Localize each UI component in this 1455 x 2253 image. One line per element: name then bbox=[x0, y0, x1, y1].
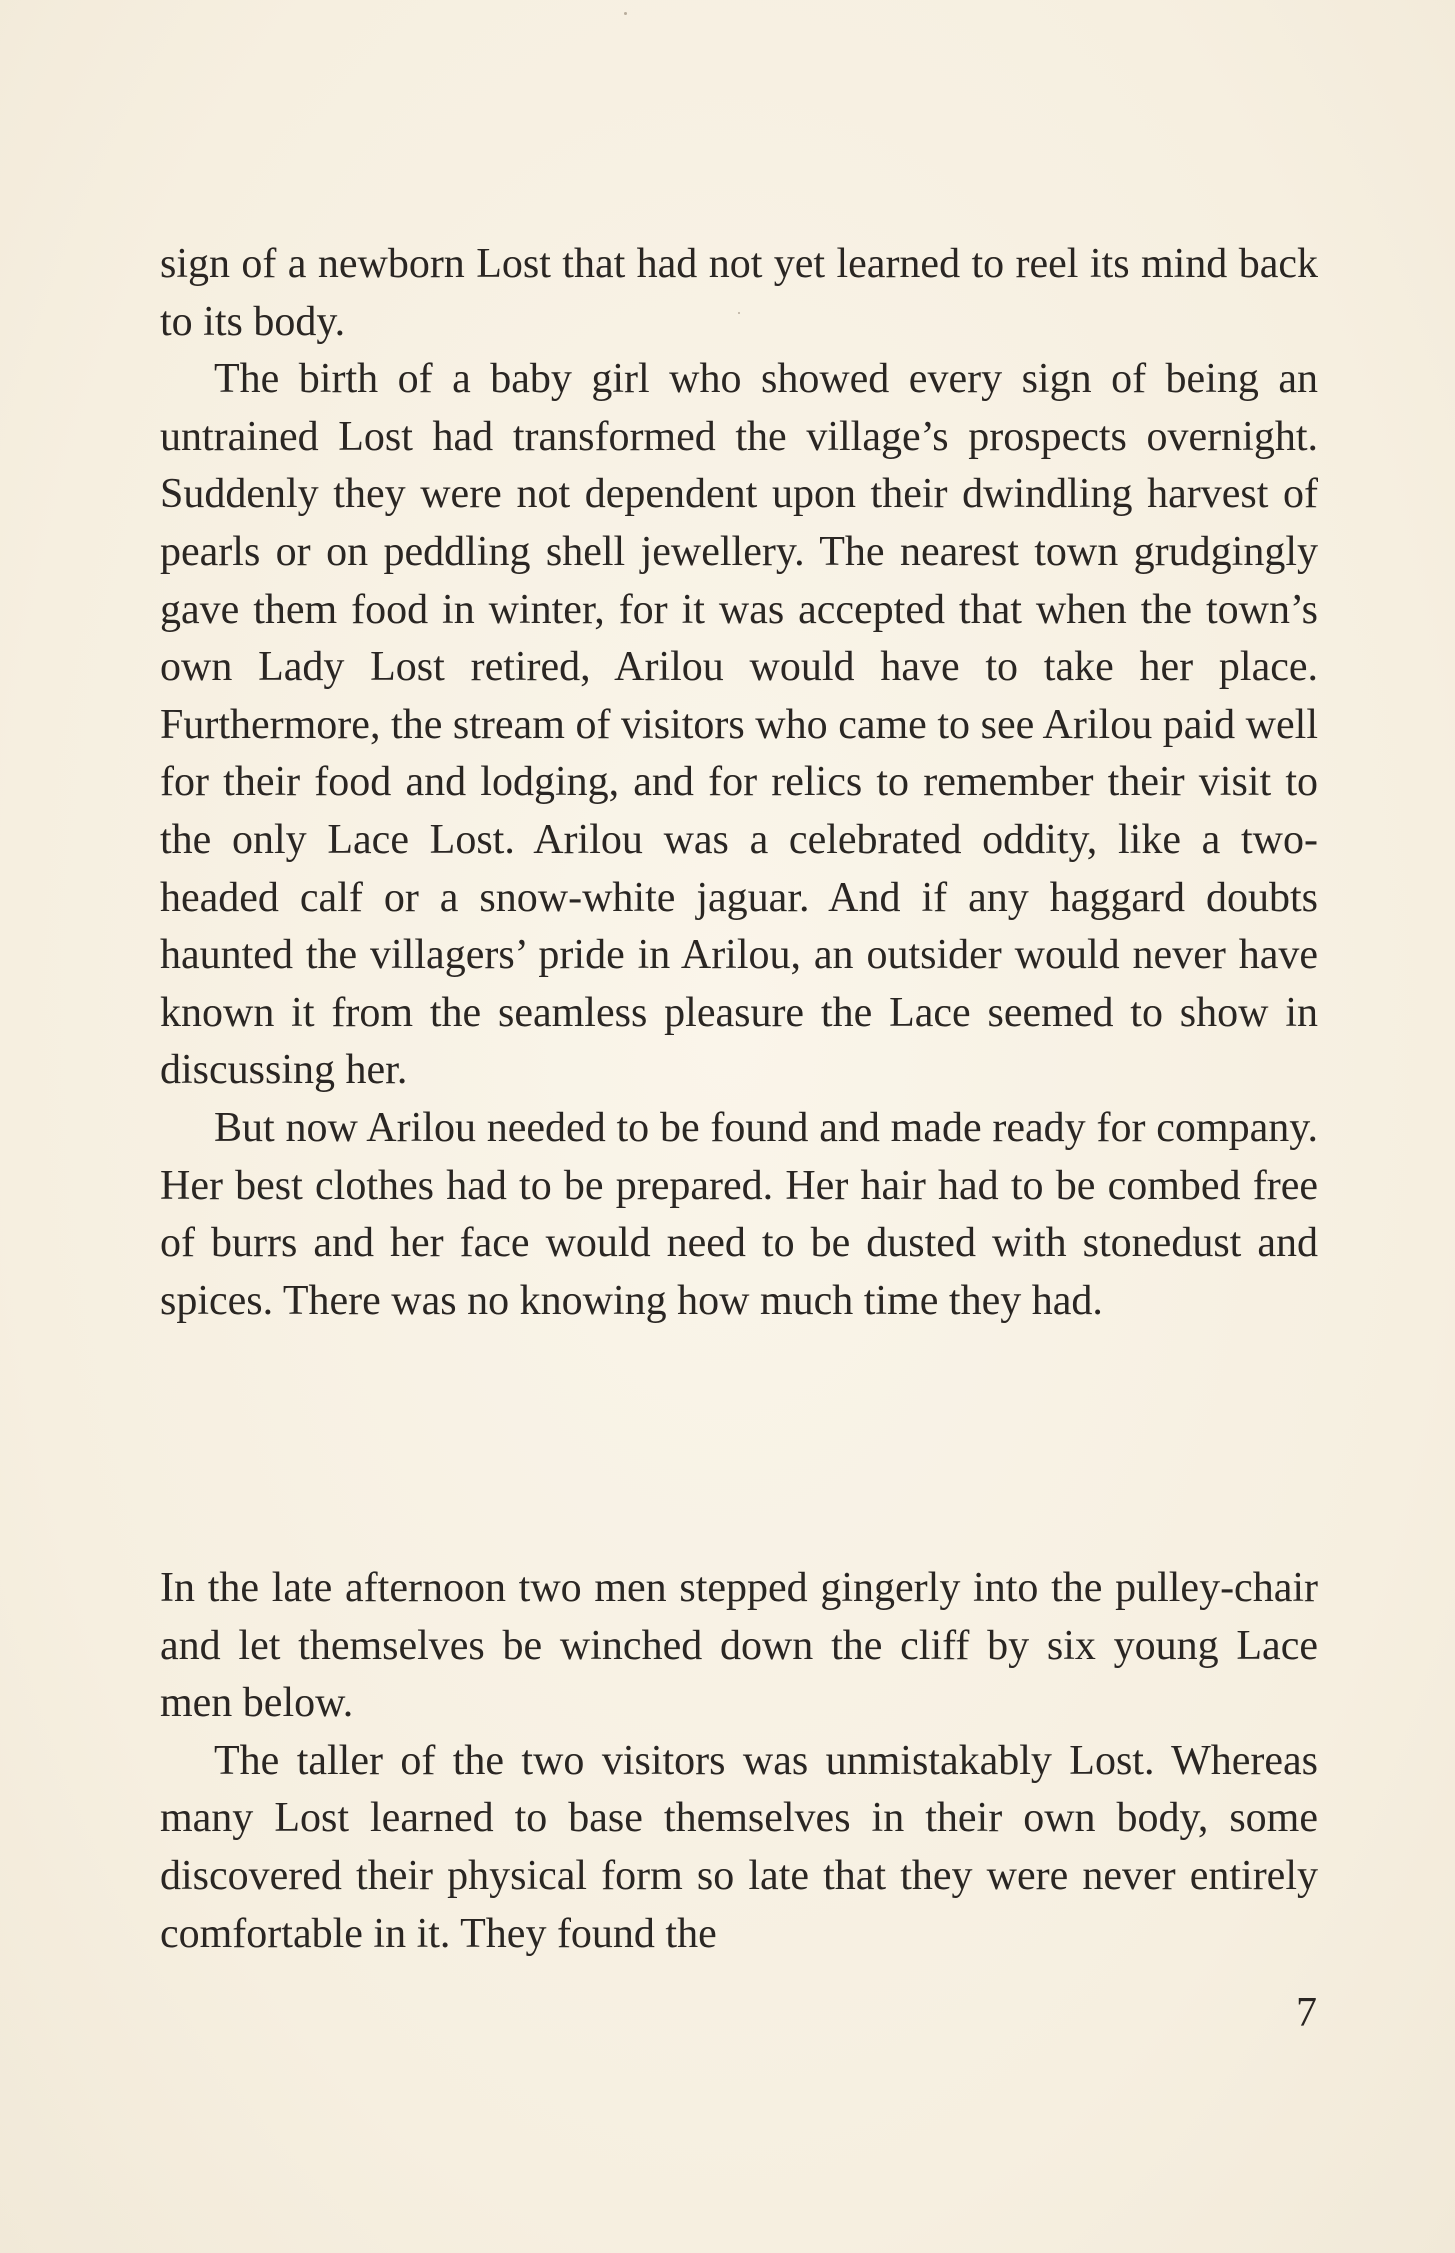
paragraph: The birth of a baby girl who showed every sign of being an untrained Lost had transformed the village’s prospects overnight. Suddenly they were not dependent upon their dwindling harvest of pearls or on peddling shell jewellery. The nearest town grudgingly gave them food in winter, for it was accepted that when the town’s own Lady Lost retired, Arilou would have to take her place. Furthermore, the stream of visitors who came to see Arilou paid well for their food and lodging, and for relics to remember their visit to the only Lace Lost. Arilou was a celebrated oddity, like a two-headed calf or a snow-white jaguar. And if any haggard doubts haunted the villagers’ pride in Arilou, an outsider would never have known it from the seamless pleasure the Lace seemed to show in discussing her. bbox=[160, 356, 1318, 1094]
page-number: 7 bbox=[1296, 1990, 1317, 2036]
section-one-text bbox=[160, 236, 1318, 1330]
paragraph: The taller of the two visitors was unmistakably Lost. Whereas many Lost learned to base themselves in their own body, some discovered their physical form so late that they were never entirely comfortable in it. They found the bbox=[160, 1737, 1318, 1957]
paper-speck bbox=[624, 12, 627, 15]
paragraph: sign of a newborn Lost that had not yet learned to reel its mind back to its body. bbox=[160, 241, 1318, 345]
paragraph: But now Arilou needed to be found and made ready for company. Her best clothes had to be prepared. Her hair had to be combed free of burrs and her face would need to be dusted with stonedust and spices. There was no knowing how much time they had. bbox=[160, 1104, 1318, 1324]
paragraph: In the late afternoon two men stepped gingerly into the pulley-chair and let themselves be winched down the cliff by six young Lace men below. bbox=[160, 1565, 1318, 1727]
section-two-text bbox=[160, 1560, 1318, 1963]
